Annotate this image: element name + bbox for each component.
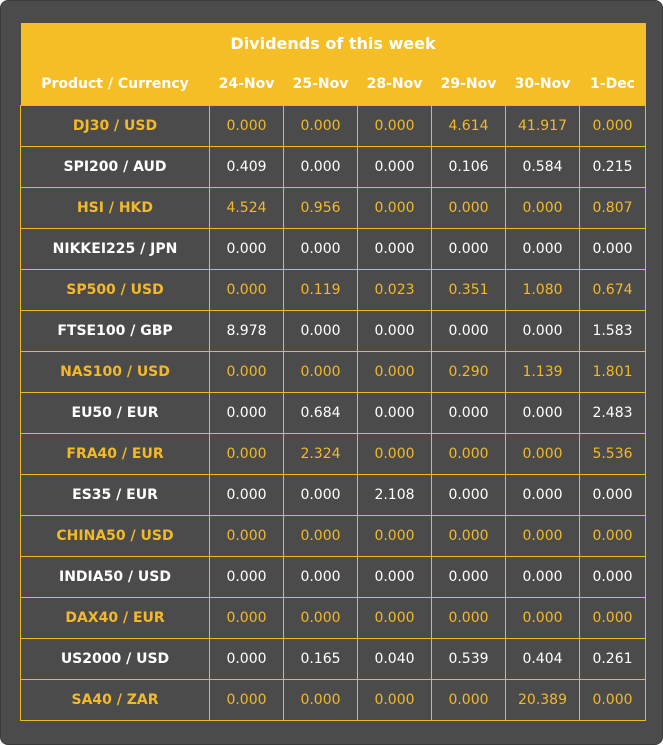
dividend-value-cell: 0.000: [284, 352, 358, 393]
dividend-value-cell: 1.139: [506, 352, 580, 393]
dividend-value-cell: 0.674: [580, 270, 646, 311]
dividend-value-cell: 0.000: [506, 188, 580, 229]
dividend-value-cell: 0.000: [506, 598, 580, 639]
dividend-value-cell: 41.917: [506, 106, 580, 147]
dividend-value-cell: 0.539: [432, 639, 506, 680]
dividends-table: [20, 23, 646, 721]
table-row: [21, 516, 646, 557]
dividend-value-cell: 0.000: [284, 680, 358, 721]
dividend-value-cell: 0.000: [432, 229, 506, 270]
column-header-product: Product / Currency: [21, 63, 210, 106]
dividend-value-cell: 0.000: [358, 229, 432, 270]
dividend-value-cell: 0.000: [358, 393, 432, 434]
dividend-value-cell: 0.261: [580, 639, 646, 680]
dividend-value-cell: 1.583: [580, 311, 646, 352]
dividend-value-cell: 0.404: [506, 639, 580, 680]
dividend-value-cell: 0.119: [284, 270, 358, 311]
dividend-value-cell: 0.040: [358, 639, 432, 680]
table-row: [21, 311, 646, 352]
product-cell: DAX40 / EUR: [21, 598, 210, 639]
dividend-value-cell: 0.000: [358, 352, 432, 393]
dividend-value-cell: 0.000: [432, 188, 506, 229]
table-row: [21, 598, 646, 639]
table-row: [21, 188, 646, 229]
column-header-date: 30-Nov: [506, 63, 580, 106]
dividend-value-cell: 0.584: [506, 147, 580, 188]
product-cell: HSI / HKD: [21, 188, 210, 229]
dividend-value-cell: 0.000: [432, 311, 506, 352]
dividend-value-cell: 0.000: [432, 680, 506, 721]
dividend-value-cell: 0.000: [506, 434, 580, 475]
dividend-value-cell: 0.000: [358, 434, 432, 475]
dividend-value-cell: 0.023: [358, 270, 432, 311]
dividend-value-cell: 0.000: [506, 311, 580, 352]
table-row: [21, 229, 646, 270]
product-cell: FTSE100 / GBP: [21, 311, 210, 352]
dividend-value-cell: 0.000: [432, 516, 506, 557]
dividend-value-cell: 0.000: [210, 270, 284, 311]
dividend-value-cell: 0.000: [580, 598, 646, 639]
dividend-value-cell: 0.000: [580, 516, 646, 557]
dividend-value-cell: 0.000: [210, 475, 284, 516]
dividend-value-cell: 0.290: [432, 352, 506, 393]
dividend-value-cell: 20.389: [506, 680, 580, 721]
dividend-value-cell: 0.000: [358, 311, 432, 352]
dividend-value-cell: 0.000: [506, 229, 580, 270]
product-cell: US2000 / USD: [21, 639, 210, 680]
dividends-table-wrap: [20, 23, 645, 721]
dividend-value-cell: 1.080: [506, 270, 580, 311]
dividend-value-cell: 0.000: [210, 557, 284, 598]
dividend-value-cell: 0.000: [210, 229, 284, 270]
table-row: [21, 639, 646, 680]
dividend-value-cell: 0.000: [432, 475, 506, 516]
dividend-value-cell: 0.000: [284, 106, 358, 147]
dividend-value-cell: 5.536: [580, 434, 646, 475]
dividend-value-cell: 0.000: [358, 598, 432, 639]
dividend-value-cell: 0.000: [358, 188, 432, 229]
dividend-value-cell: 0.000: [210, 106, 284, 147]
dividend-value-cell: 0.000: [580, 680, 646, 721]
dividend-value-cell: 0.000: [580, 229, 646, 270]
dividend-value-cell: 0.000: [284, 229, 358, 270]
dividend-value-cell: 0.000: [210, 639, 284, 680]
product-cell: ES35 / EUR: [21, 475, 210, 516]
table-row: [21, 147, 646, 188]
dividend-value-cell: 0.000: [358, 147, 432, 188]
dividend-value-cell: 2.324: [284, 434, 358, 475]
dividend-value-cell: 0.000: [284, 147, 358, 188]
dividend-value-cell: 0.000: [284, 475, 358, 516]
dividend-value-cell: 1.801: [580, 352, 646, 393]
dividend-value-cell: 0.000: [432, 557, 506, 598]
dividend-value-cell: 4.524: [210, 188, 284, 229]
dividend-value-cell: 0.000: [284, 557, 358, 598]
dividend-value-cell: 0.000: [284, 598, 358, 639]
column-header-date: 25-Nov: [284, 63, 358, 106]
dividend-value-cell: 0.000: [210, 352, 284, 393]
dividend-value-cell: 2.108: [358, 475, 432, 516]
dividend-value-cell: 0.000: [358, 106, 432, 147]
dividend-value-cell: 0.000: [432, 434, 506, 475]
table-row: [21, 557, 646, 598]
dividend-value-cell: 0.215: [580, 147, 646, 188]
column-header-date: 24-Nov: [210, 63, 284, 106]
product-cell: NIKKEI225 / JPN: [21, 229, 210, 270]
product-cell: DJ30 / USD: [21, 106, 210, 147]
column-header-date: 29-Nov: [432, 63, 506, 106]
dividend-value-cell: 0.000: [358, 516, 432, 557]
dividend-value-cell: 0.000: [210, 434, 284, 475]
table-row: [21, 393, 646, 434]
column-header-date: 1-Dec: [580, 63, 646, 106]
dividend-value-cell: 0.684: [284, 393, 358, 434]
dividend-value-cell: 0.000: [506, 516, 580, 557]
dividend-value-cell: 0.000: [506, 475, 580, 516]
dividend-value-cell: 0.000: [358, 680, 432, 721]
product-cell: NAS100 / USD: [21, 352, 210, 393]
dividend-value-cell: 8.978: [210, 311, 284, 352]
dividend-value-cell: 0.409: [210, 147, 284, 188]
dividend-value-cell: 0.000: [506, 393, 580, 434]
dividend-value-cell: 0.000: [580, 475, 646, 516]
column-header-date: 28-Nov: [358, 63, 432, 106]
header-row: [21, 63, 646, 106]
dividend-value-cell: 0.351: [432, 270, 506, 311]
product-cell: FRA40 / EUR: [21, 434, 210, 475]
product-cell: INDIA50 / USD: [21, 557, 210, 598]
product-cell: EU50 / EUR: [21, 393, 210, 434]
dividend-value-cell: 0.000: [210, 516, 284, 557]
dividend-value-cell: 0.000: [506, 557, 580, 598]
dividend-value-cell: 0.165: [284, 639, 358, 680]
table-row: [21, 106, 646, 147]
dividend-value-cell: 0.000: [210, 680, 284, 721]
product-cell: CHINA50 / USD: [21, 516, 210, 557]
dividend-value-cell: 0.000: [580, 557, 646, 598]
dividend-value-cell: 0.106: [432, 147, 506, 188]
product-cell: SPI200 / AUD: [21, 147, 210, 188]
dividend-value-cell: 0.000: [432, 393, 506, 434]
table-title: Dividends of this week: [21, 23, 646, 63]
product-cell: SA40 / ZAR: [21, 680, 210, 721]
dividend-value-cell: 0.000: [284, 516, 358, 557]
dividend-value-cell: 4.614: [432, 106, 506, 147]
dividend-value-cell: 2.483: [580, 393, 646, 434]
dividend-value-cell: 0.000: [210, 393, 284, 434]
dividend-value-cell: 0.807: [580, 188, 646, 229]
dividend-value-cell: 0.000: [284, 311, 358, 352]
table-row: [21, 475, 646, 516]
table-row: [21, 680, 646, 721]
product-cell: SP500 / USD: [21, 270, 210, 311]
table-row: [21, 352, 646, 393]
dividend-value-cell: 0.000: [580, 106, 646, 147]
dividend-value-cell: 0.000: [210, 598, 284, 639]
table-row: [21, 434, 646, 475]
dividend-value-cell: 0.956: [284, 188, 358, 229]
dividend-value-cell: 0.000: [358, 557, 432, 598]
table-row: [21, 270, 646, 311]
dividend-value-cell: 0.000: [432, 598, 506, 639]
